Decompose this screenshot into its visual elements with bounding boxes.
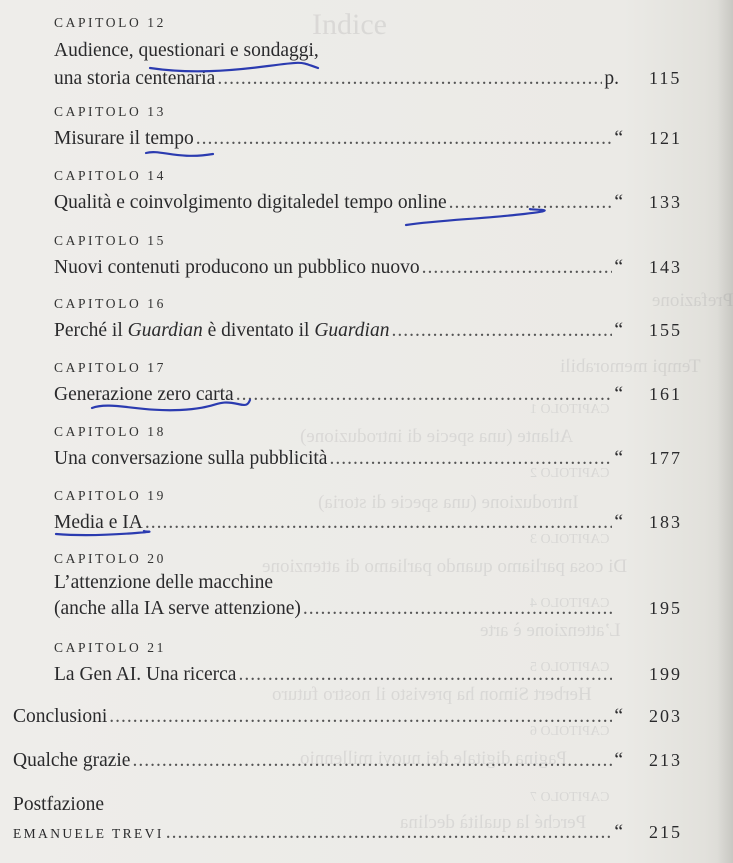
backmatter-title: Conclusioni bbox=[13, 706, 108, 727]
leader-dots bbox=[329, 448, 612, 470]
ditto-mark: “ bbox=[614, 257, 623, 278]
ditto-mark: “ bbox=[614, 384, 623, 405]
page-number: 215 bbox=[649, 822, 682, 842]
page-edge-shadow bbox=[717, 0, 733, 863]
page-number: 155 bbox=[649, 320, 682, 340]
chapter-title: (anche alla IA serve attenzione) bbox=[54, 598, 301, 619]
page-number: 115 bbox=[649, 68, 682, 88]
leader-dots bbox=[303, 598, 612, 620]
leader-dots bbox=[449, 192, 613, 214]
show-through-text: CAPITOLO 6 bbox=[530, 724, 610, 739]
chapter-title: Qualità e coinvolgimento digitaledel tempo online bbox=[54, 192, 447, 213]
show-through-text: Di cosa parliamo quando parliamo di attenzione bbox=[262, 556, 628, 577]
page-number: 143 bbox=[649, 257, 682, 277]
chapter-label: CAPITOLO 16 bbox=[54, 296, 166, 311]
show-through-text: Introduzione (una specie di storia) bbox=[318, 492, 579, 513]
chapter-title-line bbox=[54, 68, 681, 90]
chapter-title-line bbox=[54, 128, 681, 150]
leader-dots bbox=[422, 257, 613, 279]
show-through-text: CAPITOLO 7 bbox=[530, 790, 610, 805]
italic-title-word: Guardian bbox=[314, 320, 390, 341]
chapter-title: Misurare il tempo bbox=[54, 128, 194, 149]
chapter-title-line bbox=[54, 192, 681, 214]
show-through-text: CAPITOLO 2 bbox=[530, 466, 610, 481]
leader-dots bbox=[238, 664, 612, 686]
ditto-mark: “ bbox=[614, 822, 623, 843]
ditto-mark: “ bbox=[614, 128, 623, 149]
show-through-text: Herbert Simon ha previsto il nostro futuro bbox=[272, 684, 592, 705]
ditto-mark: “ bbox=[614, 320, 623, 341]
backmatter-line bbox=[13, 706, 681, 728]
author-label: EMANUELE TREVI bbox=[13, 826, 164, 841]
chapter-title-line bbox=[54, 448, 681, 470]
chapter-title-line bbox=[54, 598, 681, 620]
page-number: 183 bbox=[649, 512, 682, 532]
leader-dots bbox=[236, 384, 613, 406]
chapter-title: una storia centenaria bbox=[54, 68, 216, 89]
chapter-title-line bbox=[54, 664, 681, 686]
ditto-mark: “ bbox=[614, 192, 623, 213]
chapter-title: Nuovi contenuti producono un pubblico nuovo bbox=[54, 257, 420, 278]
ditto-mark: “ bbox=[614, 750, 623, 771]
page-number: 195 bbox=[649, 598, 682, 618]
chapter-title-line: L’attenzione delle macchine bbox=[54, 572, 274, 593]
show-through-text: CAPITOLO 1 bbox=[530, 402, 610, 417]
italic-title-word: Guardian bbox=[127, 320, 203, 341]
page-number: 161 bbox=[649, 384, 682, 404]
page-number: 133 bbox=[649, 192, 682, 212]
chapter-title: Generazione zero carta bbox=[54, 384, 234, 405]
chapter-label: CAPITOLO 20 bbox=[54, 551, 166, 566]
backmatter-title: Postfazione bbox=[13, 794, 104, 815]
ditto-mark: “ bbox=[614, 448, 623, 469]
show-through-text: Pagina digitale dei nuovi millennio bbox=[300, 748, 568, 769]
backmatter-title: Qualche grazie bbox=[13, 750, 131, 771]
chapter-label: CAPITOLO 18 bbox=[54, 424, 166, 439]
show-through-text: CAPITOLO 5 bbox=[530, 660, 610, 675]
chapter-label: CAPITOLO 15 bbox=[54, 233, 166, 248]
show-through-text: CAPITOLO 4 bbox=[530, 596, 610, 611]
show-through-text: L’attenzione è arte bbox=[480, 620, 621, 641]
show-through-text: Perché la qualità declina bbox=[400, 812, 587, 833]
leader-dots bbox=[217, 68, 602, 90]
chapter-label: CAPITOLO 17 bbox=[54, 360, 166, 375]
page-prefix: p. bbox=[604, 68, 619, 89]
backmatter-line bbox=[13, 750, 681, 772]
page-number: 203 bbox=[649, 706, 682, 726]
chapter-title: Media e IA bbox=[54, 512, 143, 533]
chapter-title: Perché il Guardian è diventato il Guardian bbox=[54, 320, 390, 341]
chapter-title: Una conversazione sulla pubblicità bbox=[54, 448, 328, 469]
chapter-label: CAPITOLO 12 bbox=[54, 15, 166, 30]
chapter-title-line: Audience, questionari e sondaggi, bbox=[54, 40, 319, 61]
ditto-mark: “ bbox=[614, 512, 623, 533]
ditto-mark: “ bbox=[614, 706, 623, 727]
backmatter-line bbox=[13, 822, 681, 844]
show-through-text: Indice bbox=[312, 8, 387, 41]
leader-dots bbox=[145, 512, 613, 534]
leader-dots bbox=[391, 320, 612, 342]
underline-tempo bbox=[146, 152, 213, 156]
page-number: 177 bbox=[649, 448, 682, 468]
chapter-title-line bbox=[54, 384, 681, 406]
chapter-title-line bbox=[54, 257, 681, 279]
leader-dots bbox=[196, 128, 613, 150]
show-through-text: Tempi memorabili bbox=[560, 356, 701, 377]
page-number: 121 bbox=[649, 128, 682, 148]
chapter-title-line bbox=[54, 512, 681, 534]
show-through-text: Atlante (una specie di introduzione) bbox=[300, 426, 574, 447]
show-through-text: Prefazione bbox=[652, 290, 733, 311]
leader-dots bbox=[132, 750, 612, 772]
chapter-label: CAPITOLO 19 bbox=[54, 488, 166, 503]
leader-dots bbox=[166, 822, 613, 844]
leader-dots bbox=[109, 706, 612, 728]
chapter-title-line bbox=[54, 320, 681, 342]
page-number: 213 bbox=[649, 750, 682, 770]
chapter-label: CAPITOLO 21 bbox=[54, 640, 166, 655]
chapter-title: La Gen AI. Una ricerca bbox=[54, 664, 237, 685]
show-through-text: CAPITOLO 3 bbox=[530, 532, 610, 547]
chapter-label: CAPITOLO 14 bbox=[54, 168, 166, 183]
page-number: 199 bbox=[649, 664, 682, 684]
chapter-label: CAPITOLO 13 bbox=[54, 104, 166, 119]
